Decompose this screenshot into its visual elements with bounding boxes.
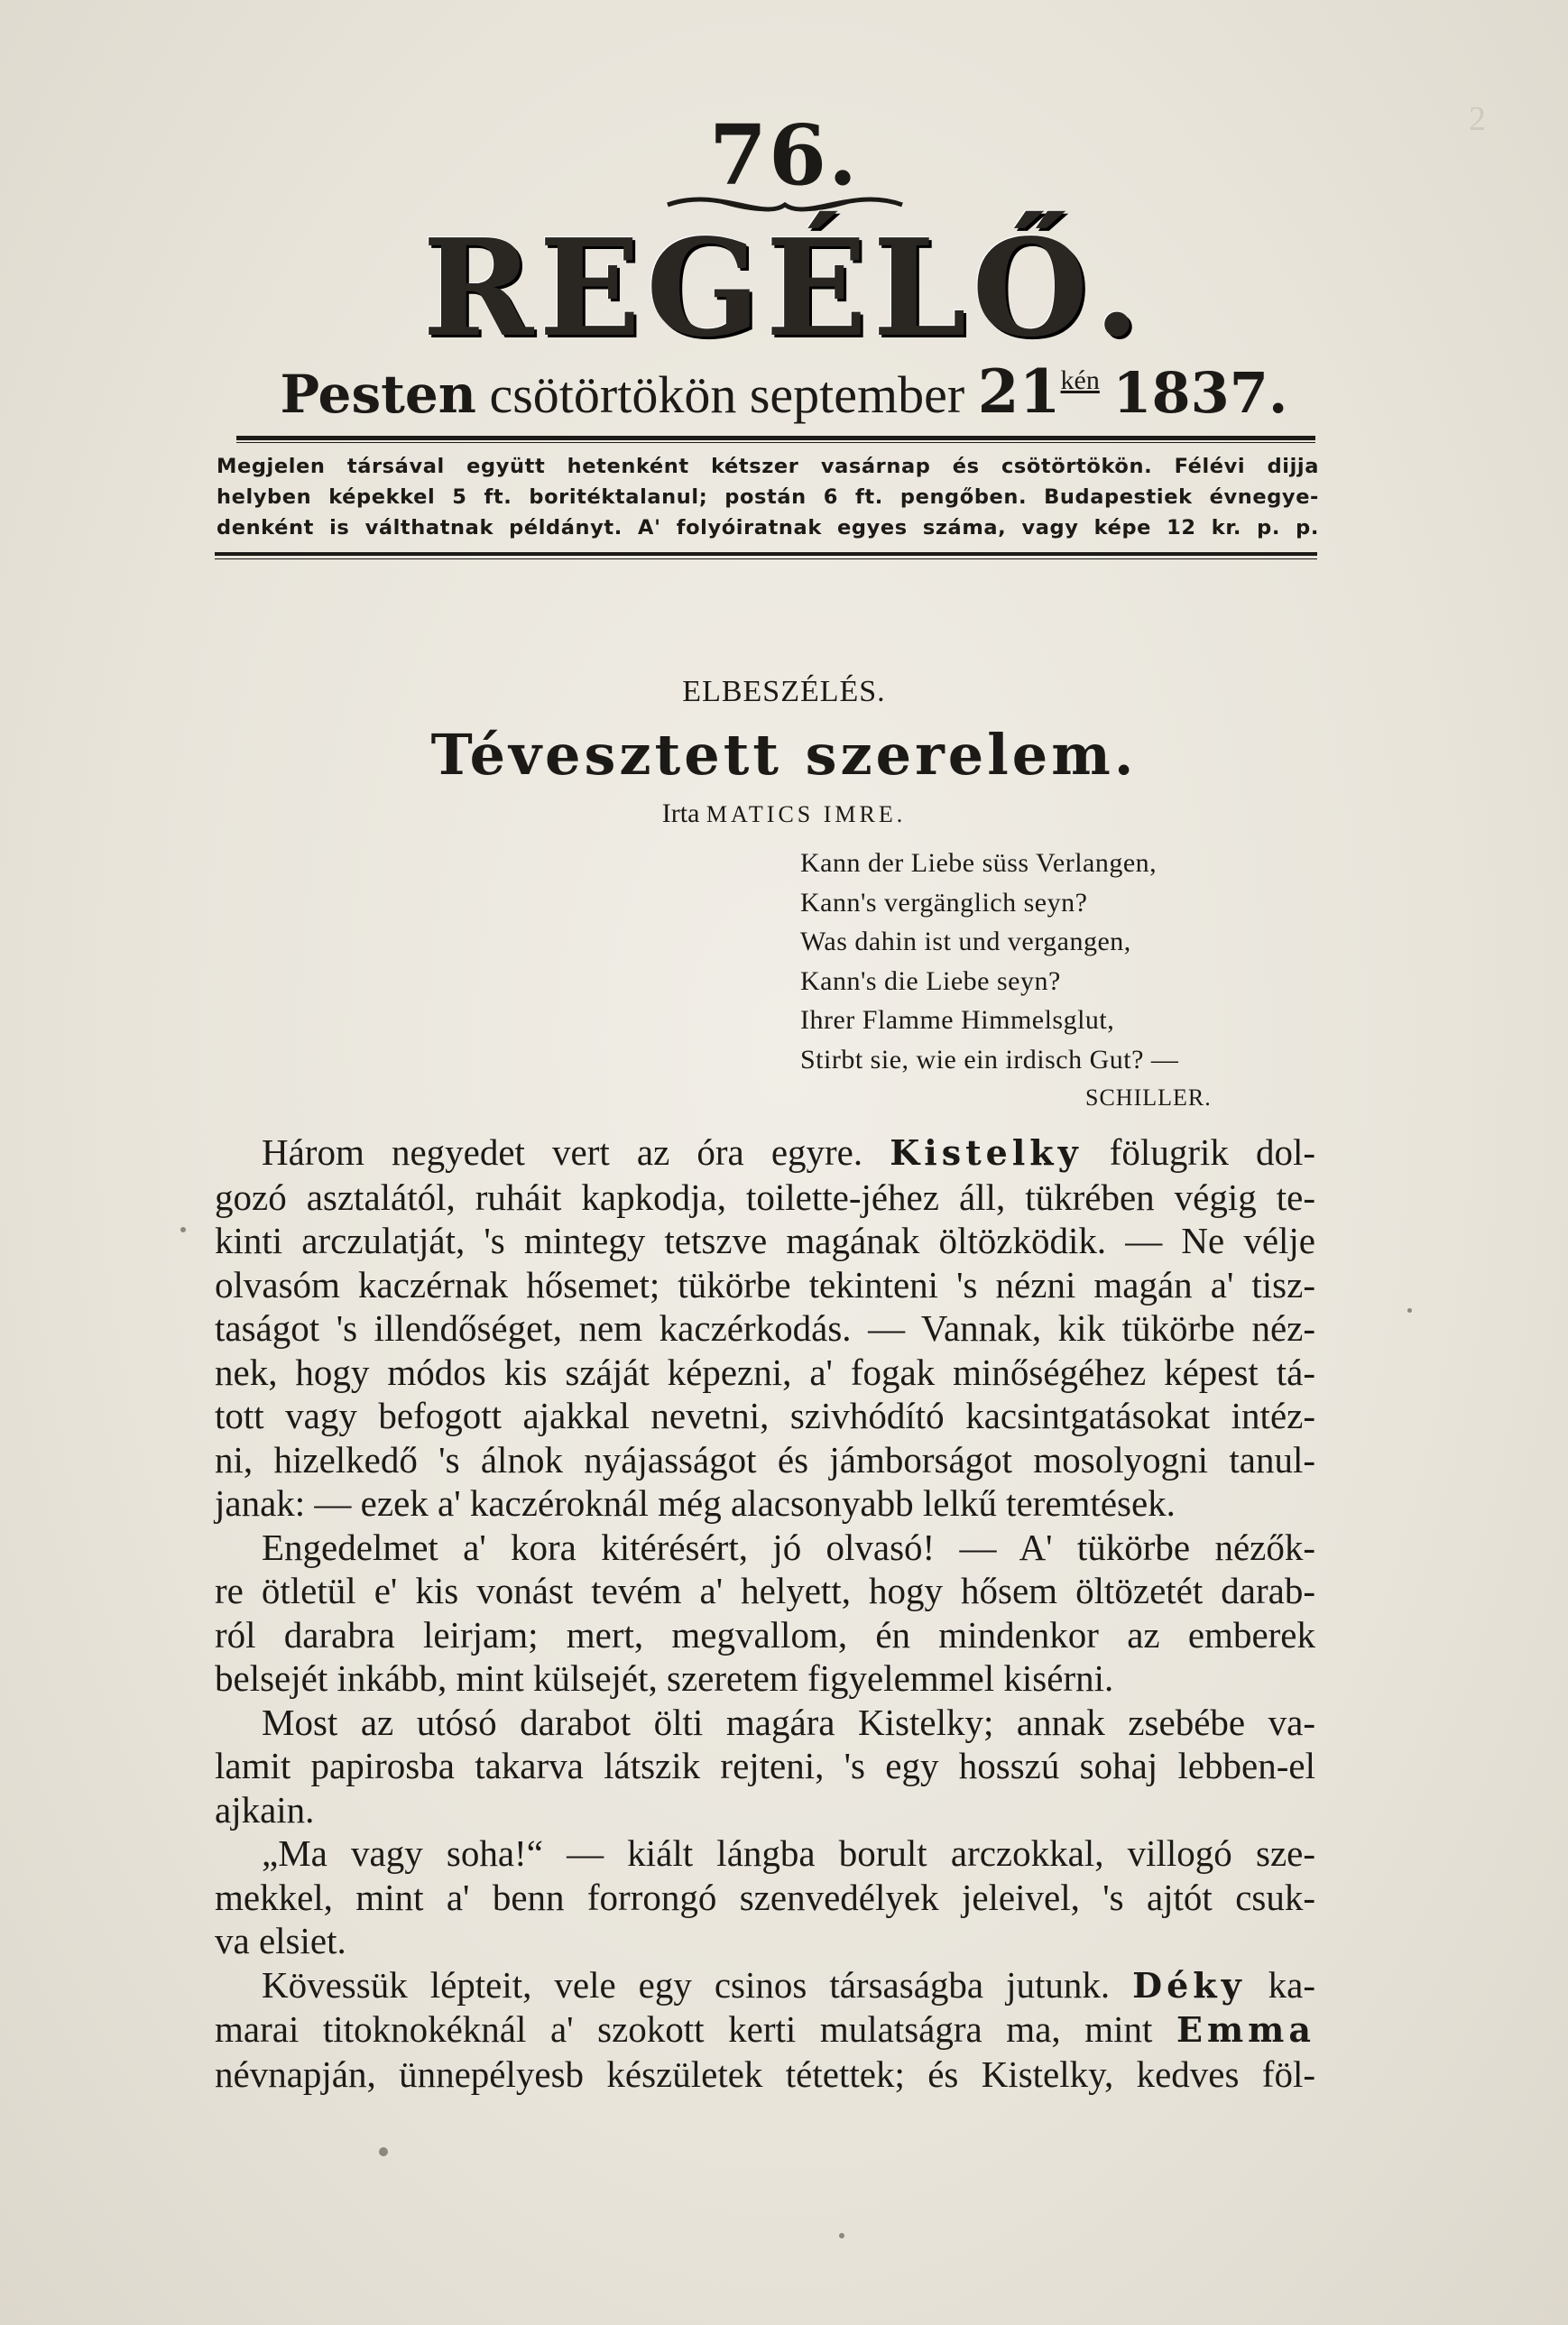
body-line bbox=[215, 2007, 1315, 2053]
body-line bbox=[215, 1963, 1315, 2008]
paragraph-2 bbox=[215, 1526, 1315, 1701]
body-line: Most az utósó darabot ölti magára Kistelky; annak zsebébe va- bbox=[262, 1701, 1315, 1743]
subscription-line: Megjelen társával együtt hetenként kétszer vasárnap és csötörtökön. Félévi dijja bbox=[217, 455, 1319, 478]
body-line: névnapján, ünnepélyesb készületek tétettek; és Kistelky, kedves föl- bbox=[215, 2053, 1315, 2095]
article-author bbox=[0, 798, 1568, 829]
body-line: mekkel, mint a' benn forrongó szenvedélyek jeleivel, 's ajtót csuk- bbox=[215, 1876, 1315, 1918]
epigraph bbox=[800, 844, 1287, 1111]
body-line: gozó asztalától, ruháit kapkodja, toilette-jéhez áll, tükrében végig te- bbox=[215, 1176, 1315, 1218]
dateline-city: Pesten bbox=[280, 364, 476, 425]
dateline-year: 1837. bbox=[1112, 360, 1288, 426]
bleed-through-page-number: 2 bbox=[1469, 100, 1486, 138]
body-text: Három negyedet vert az óra egyre. bbox=[262, 1131, 863, 1173]
body-line: janak: — ezek a' kaczéroknál még alacsonyabb lelkű teremtések. bbox=[215, 1482, 1176, 1524]
top-rule bbox=[236, 436, 1315, 440]
article-title: Tévesztett szerelem. bbox=[430, 722, 1138, 788]
body-line: tott vagy befogott ajakkal nevetni, szivhódító kacsintgatásokat intéz- bbox=[215, 1395, 1315, 1436]
body-line: belsejét inkább, mint külsejét, szeretem figyelemmel kisérni. bbox=[215, 1657, 1114, 1699]
author-name: MATICS IMRE. bbox=[706, 801, 907, 827]
article-body bbox=[215, 1130, 1315, 2096]
paragraph-4 bbox=[215, 1831, 1315, 1963]
subscription-line: denként is válthatnak példányt. A' folyóiratnak egyes száma, vagy képe 12 kr. p. p. bbox=[217, 516, 1319, 540]
paragraph-3 bbox=[215, 1701, 1315, 1832]
epigraph-line: Kann der Liebe süss Verlangen, bbox=[800, 848, 1158, 878]
body-line: olvasóm kaczérnak hősemet; tükörbe tekinteni 's nézni magán a' tisz- bbox=[215, 1263, 1315, 1306]
body-line: kinti arczulatját, 's mintegy tetszve magának öltözködik. — Ne vélje bbox=[215, 1220, 1315, 1261]
top-rule-thin bbox=[236, 442, 1315, 443]
character-name: Emma bbox=[1176, 2009, 1316, 2050]
body-line: „Ma vagy soha!“ — kiált lángba borult arczokkal, villogó sze- bbox=[262, 1832, 1315, 1874]
dateline-day-suffix: kén bbox=[1060, 365, 1100, 395]
epigraph-line: Kann's vergänglich seyn? bbox=[800, 887, 1088, 918]
subscription-notice bbox=[217, 451, 1319, 543]
character-name: Déky bbox=[1132, 1964, 1246, 2006]
issue-number: 76. bbox=[708, 106, 860, 204]
bottom-rule-thin bbox=[215, 558, 1317, 559]
masthead-title: REGÉLŐ. bbox=[422, 209, 1146, 366]
epigraph-signature: SCHILLER. bbox=[1085, 1084, 1212, 1111]
body-line bbox=[215, 1130, 1315, 1176]
epigraph-line: Ihrer Flamme Himmelsglut, bbox=[800, 1005, 1115, 1035]
article-genre: ELBESZÉLÉS. bbox=[682, 675, 886, 708]
epigraph-line: Stirbt sie, wie ein irdisch Gut? — bbox=[800, 1044, 1179, 1075]
paper-speck bbox=[379, 2147, 388, 2156]
body-line: va elsiet. bbox=[215, 1920, 346, 1961]
body-line: ajkain. bbox=[215, 1788, 315, 1831]
body-text: Kövessük lépteit, vele egy csinos társaságba jutunk. bbox=[262, 1963, 1111, 2006]
paper-speck bbox=[180, 1227, 186, 1232]
body-line: re ötletül e' kis vonást tevém a' helyett, hogy hősem öltözetét darab- bbox=[215, 1570, 1315, 1611]
body-text: ka- bbox=[1268, 1963, 1316, 2006]
character-name: Kistelky bbox=[890, 1132, 1083, 1173]
dateline-date-text: csötörtökön september bbox=[489, 365, 965, 424]
body-text: fölugrik dol- bbox=[1109, 1131, 1316, 1173]
dateline-day: 21 bbox=[977, 356, 1061, 427]
body-text: marai titoknokéknál a' szokott kerti mulatságra ma, mint bbox=[215, 2008, 1153, 2050]
author-prefix: Irta bbox=[661, 798, 700, 828]
subscription-line: helyben képekkel 5 ft. boritéktalanul; postán 6 ft. pengőben. Budapestiek évnegye- bbox=[217, 485, 1319, 509]
body-line: nek, hogy módos kis száját képezni, a' fogak minőségéhez képest tá- bbox=[215, 1351, 1315, 1393]
body-line: ni, hizelkedő 's álnok nyájasságot és jámborságot mosolyogni tanul- bbox=[215, 1438, 1315, 1481]
bottom-rule bbox=[215, 552, 1317, 556]
paper-speck bbox=[1407, 1308, 1412, 1313]
body-line: taságot 's illendőséget, nem kaczérkodás. — Vannak, kik tükörbe néz- bbox=[215, 1307, 1315, 1349]
paragraph-5 bbox=[215, 1963, 1315, 2097]
epigraph-line: Was dahin ist und vergangen, bbox=[800, 927, 1131, 956]
body-line: Engedelmet a' kora kitérésért, jó olvasó! — A' tükörbe nézők- bbox=[262, 1526, 1315, 1568]
body-line: lamit papirosba takarva látszik rejteni, 's egy hosszú sohaj lebben-el bbox=[215, 1745, 1315, 1786]
paper-speck bbox=[839, 2233, 844, 2238]
epigraph-line: Kann's die Liebe seyn? bbox=[800, 965, 1061, 996]
dateline bbox=[0, 356, 1568, 427]
body-line: ról darabra leirjam; mert, megvallom, én mindenkor az emberek bbox=[215, 1613, 1315, 1656]
paragraph-1 bbox=[215, 1130, 1315, 1526]
